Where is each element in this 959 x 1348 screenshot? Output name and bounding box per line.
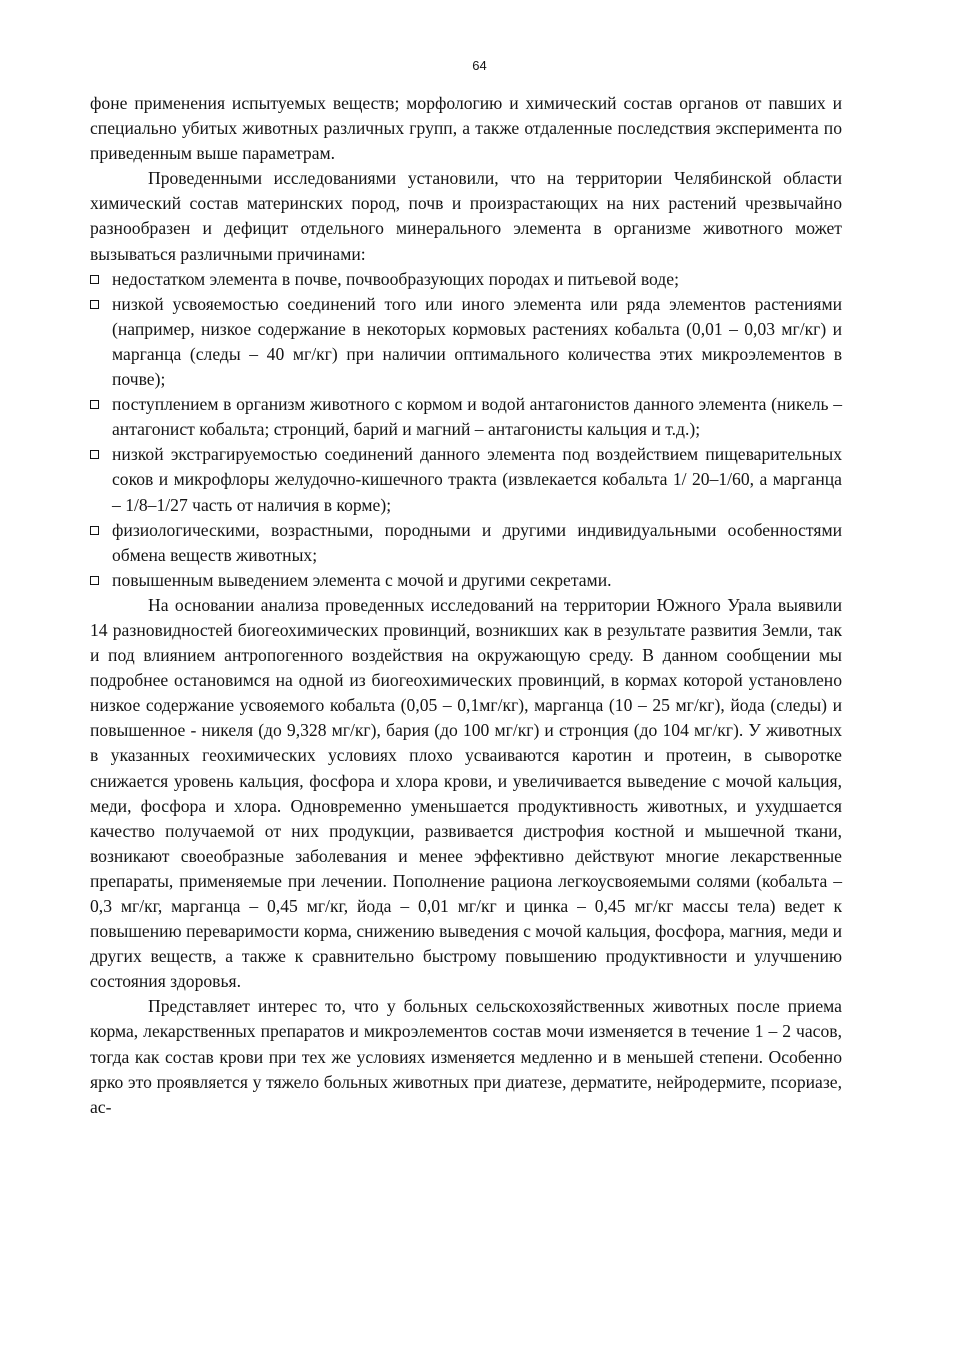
bullet-item — [90, 392, 842, 442]
square-bullet-icon — [90, 400, 99, 409]
paragraph-findings-intro: Проведенными исследованиями установили, что на территории Челябинской области химический состав материнских пород, почв и произрастающих на них растений чрезвычайно разнообразен и дефицит отдельного минерального элемента в организме животного может вызываться различными причинами: — [90, 168, 842, 264]
bullet-item — [90, 267, 842, 292]
bullet-text: поступлением в организм животного с кормом и водой антагонистов данного элемента (никель – антагонист кобальта; стронций, барий и магний – антагонисты кальция и т.д.); — [112, 394, 842, 440]
page-number: 64 — [472, 58, 487, 73]
bullet-text: повышенным выведением элемента с мочой и другими секретами. — [112, 569, 612, 590]
square-bullet-icon — [90, 275, 99, 284]
bullet-text: низкой усвояемостью соединений того или иного элемента или ряда элементов растениями (например, низкое содержание в некоторых кормовых растениях кобальта (0,01 – 0,03 мг/кг) и марганца (следы – 40 мг/кг) при наличии оптимального количества этих микроэлементов в почве); — [112, 293, 842, 390]
bullet-text: недостатком элемента в почве, почвообразующих породах и питьевой воде; — [112, 268, 679, 289]
square-bullet-icon — [90, 450, 99, 459]
bullet-item — [90, 568, 842, 593]
square-bullet-icon — [90, 576, 99, 585]
bullet-text: низкой экстрагируемостью соединений данного элемента под воздействием пищеварительных соков и микрофлоры желудочно-кишечного тракта (извлекается кобальта 1/ 20–1/60, а марганца – 1/8–1/27 часть от наличия в корме); — [112, 444, 842, 515]
bullet-item — [90, 518, 842, 568]
bullet-item — [90, 442, 842, 517]
document-body — [90, 91, 842, 1120]
bullet-item — [90, 292, 842, 392]
bullet-text: физиологическими, возрастными, породными и другими индивидуальными особенностями обмена веществ животных; — [112, 519, 842, 565]
paragraph-urine-composition: Представляет интерес то, что у больных сельскохозяйственных животных после приема корма, лекарственных препаратов и микроэлементов состав мочи изменяется в течение 1 – 2 часов, тогда как состав крови при тех же условиях изменяется медленно и в меньшей степени. Особенно ярко это проявляется у тяжело больных животных при диатезе, дерматите, нейродермите, псориазе, ас- — [90, 996, 842, 1117]
square-bullet-icon — [90, 300, 99, 309]
square-bullet-icon — [90, 526, 99, 535]
paragraph-south-urals-analysis: На основании анализа проведенных исследований на территории Южного Урала выявили 14 разновидностей биогеохимических провинций, возникших как в результате развития Земли, так и под влиянием антропогенного воздействия на окружающую среду. В данном сообщении мы подробнее остановимся на одной из биогеохимических провинций, в кормах которой установлено низкое содержание усвояемого кобальта (0,05 – 0,1мг/кг), марганца (10 – 25 мг/кг), йода (следы) и повышенное - никеля (до 9,328 мг/кг), бария (до 100 мг/кг) и стронция (до 104 мг/кг). У животных в указанных геохимических условиях плохо усваиваются каротин и протеин, в сыворотке снижается уровень кальция, фосфора и хлора крови, и увеличивается выведение с мочой кальция, меди, фосфора и хлора. Одновременно уменьшается продуктивность животных, и ухудшается качество получаемой от них продукции, развивается дистрофия костной и мышечной ткани, возникают своеобразные заболевания и менее эффективно действуют многие лекарственные препараты, применяемые при лечении. Пополнение рациона легкоусвояемыми солями (кобальта – 0,3 мг/кг, марганца – 0,45 мг/кг, йода – 0,01 мг/кг и цинка – 0,45 мг/кг массы тела) ведет к повышению переваримости корма, снижению выведения с мочой кальция, фосфора, магния, меди и других веществ, а также к сравнительно быстрому повышению продуктивности и улучшению состояния здоровья. — [90, 594, 842, 992]
paragraph-continuation: фоне применения испытуемых веществ; морфологию и химический состав органов от павших и специально убитых животных различных групп, а также отдаленные последствия эксперимента по приведенным выше параметрам. — [90, 93, 842, 164]
